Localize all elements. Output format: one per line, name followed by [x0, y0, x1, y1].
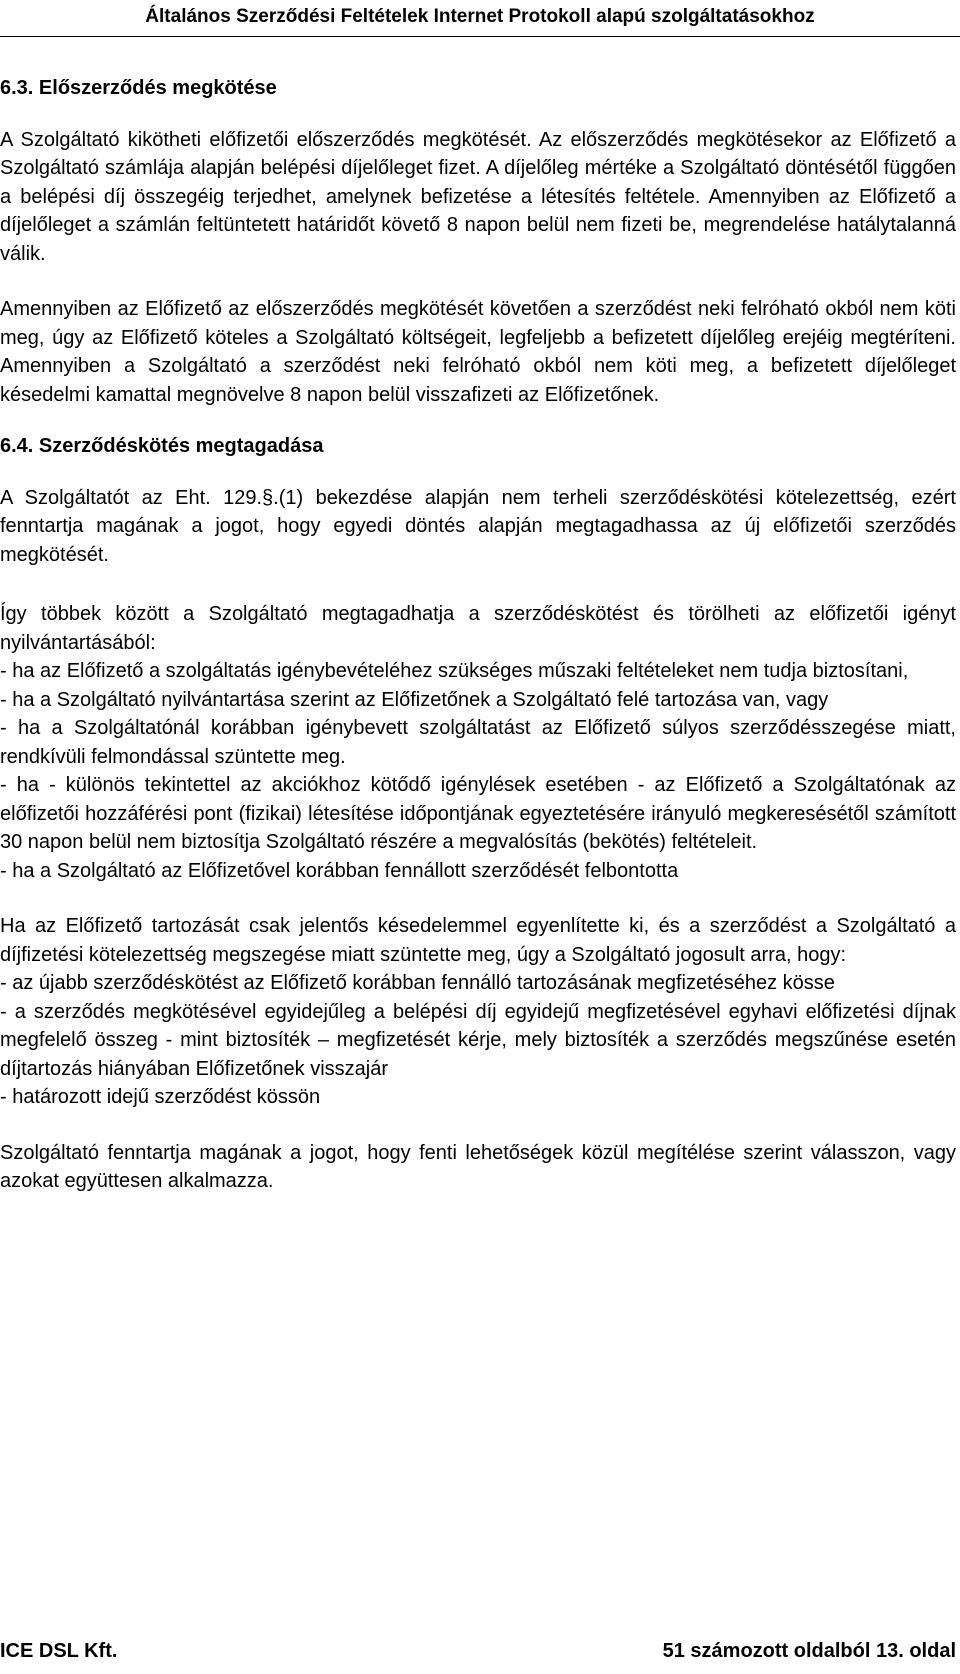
- list-item: - határozott idejű szerződést kössön: [0, 1086, 321, 1108]
- document-body: [0, 74, 956, 1196]
- paragraph-6-4-final: Szolgáltató fenntartja magának a jogot, hogy fenti lehetőségek közül megítélése szerint válasszon, vagy azokat együttesen alkalmazza.: [0, 1141, 956, 1192]
- list-item: - ha - különös tekintettel az akciókhoz kötődő igénylések esetében - az Előfizető a Szolgáltatónak az előfizetői hozzáférési pont (fizikai) létesítése időpontjának egyeztetésére irányuló megkeresésétől számított 30 napon belül nem biztosítja Szolgáltató részére a megvalósítás (bekötés) feltételeit.: [0, 774, 956, 853]
- footer-page-number: 51 számozott oldalból 13. oldal: [662, 1640, 956, 1662]
- paragraph-6-3-1: A Szolgáltató kikötheti előfizetői előszerződés megkötését. Az előszerződés megkötésekor az Előfizető a Szolgáltató számlája alapján belépési díjelőleget fizet. A díjelőleg mértéke a Szolgáltató döntésétől függően a belépési díj összegéig terjedhet, amelynek befizetése a létesítés feltétele. Amennyiben az Előfizető a díjelőleget a számlán feltüntetett határidőt követő 8 napon belül nem fizeti be, megrendelése hatálytalanná válik.: [0, 128, 956, 265]
- page-header-title: Általános Szerződési Feltételek Internet Protokoll alapú szolgáltatásokhoz: [145, 6, 815, 27]
- list-item: - ha a Szolgáltató nyilvántartása szerint az Előfizetőnek a Szolgáltató felé tartozása van, vagy: [0, 688, 829, 711]
- list-item: - a szerződés megkötésével egyidejűleg a belépési díj egyidejű megfizetésével egyhavi előfizetési díjnak megfelelő összeg - mint biztosíték – megfizetését kérje, mely biztosíték a szerződés megszűnése esetén díjtartozás hiányában Előfizetőnek visszajár: [0, 1000, 956, 1080]
- list-item: - az újabb szerződéskötést az Előfizető korábban fennálló tartozásának megfizetéséhez kösse: [0, 972, 835, 994]
- list-item: - ha a Szolgáltatónál korábban igénybevett szolgáltatást az Előfizető súlyos szerződésszegése miatt, rendkívüli felmondással szüntette meg.: [0, 717, 956, 768]
- list-item: - ha az Előfizető a szolgáltatás igénybevételéhez szükséges műszaki feltételeket nem tudja biztosítani,: [0, 660, 909, 682]
- section-6-4: [0, 432, 956, 1196]
- paragraph-6-3-2: Amennyiben az Előfizető az előszerződés megkötését követően a szerződést neki felróható okból nem köti meg, úgy az Előfizető köteles a Szolgáltató költségeit, legfeljebb a befizetett díjelőleg erejéig megtéríteni. Amennyiben a Szolgáltató a szerződést neki felróható okból nem köti meg, a befizetett díjelőleget késedelmi kamattal megnövelve 8 napon belül visszafizeti az Előfizetőnek.: [0, 298, 956, 406]
- footer-company: ICE DSL Kft.: [0, 1640, 118, 1662]
- paragraph-6-4-1: A Szolgáltatót az Eht. 129.§.(1) bekezdése alapján nem terheli szerződéskötési kötelezettség, ezért fenntartja magának a jogot, hogy egyedi döntés alapján megtagadhassa az új előfizetői szerződés megkötését.: [0, 486, 956, 566]
- refusal-reasons: [0, 600, 956, 885]
- section-6-3: [0, 74, 956, 409]
- list-item: - ha a Szolgáltató az Előfizetővel korábban fennállott szerződését felbontotta: [0, 859, 679, 882]
- late-payment-intro: Ha az Előfizető tartozását csak jelentős késedelemmel egyenlítette ki, és a szerződést a Szolgáltató a díjfizetési kötelezettség megszegése miatt szüntette meg, úgy a Szolgáltató jogosult arra, hogy:: [0, 915, 956, 966]
- section-heading-6-4: 6.4. Szerződéskötés megtagadása: [0, 435, 324, 457]
- header-divider: [0, 36, 960, 37]
- late-payment-conditions: [0, 912, 956, 1112]
- section-heading-6-3: 6.3. Előszerződés megkötése: [0, 77, 277, 99]
- refusal-intro: Így többek között a Szolgáltató megtagadhatja a szerződéskötést és törölheti az előfizetői igényt nyilvántartásából:: [0, 603, 956, 654]
